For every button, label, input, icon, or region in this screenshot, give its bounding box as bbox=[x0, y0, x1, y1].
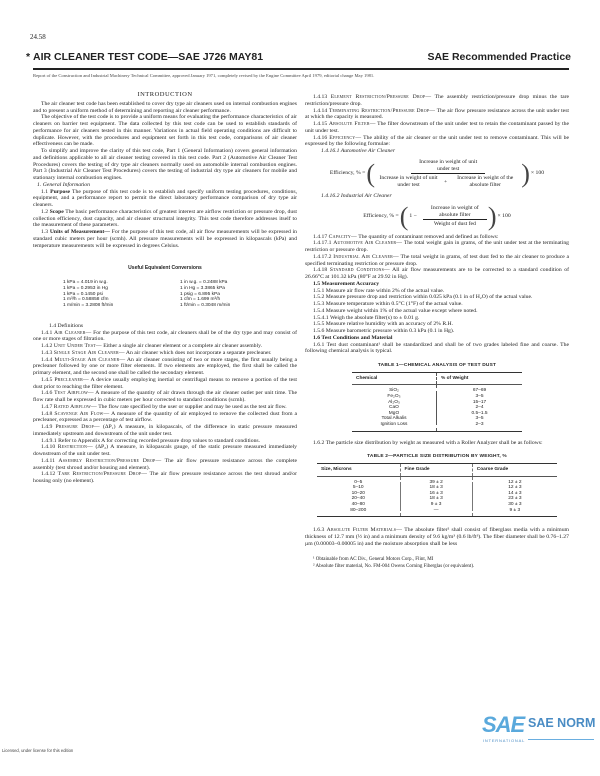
run-in-label: Capacity— bbox=[328, 233, 357, 240]
section-number: 1.4.15 bbox=[313, 121, 328, 127]
table-cell: 10–20 bbox=[317, 491, 400, 497]
efficiency-industrial-heading: 1.4.16.2 Industrial Air Cleaner bbox=[321, 192, 392, 199]
table-cell: 0–5 bbox=[317, 476, 400, 485]
table-row bbox=[317, 502, 557, 508]
table-cell: 18 ± 3 bbox=[400, 496, 472, 502]
table-cell: Al₂O₃ bbox=[352, 400, 436, 406]
line-item: 1 cfm = 1.699 m³/h bbox=[180, 297, 221, 303]
numerator: Increase in weight of unit under test bbox=[411, 159, 485, 175]
section-number: 1.5.4 bbox=[313, 307, 325, 314]
list bbox=[313, 557, 569, 570]
multiplier: × 100 bbox=[497, 213, 511, 220]
run-in-label: Pressure Drop— bbox=[55, 424, 100, 431]
table-cell: 16 ± 3 bbox=[400, 491, 472, 497]
run-in-label: Test Airflow— bbox=[54, 390, 94, 397]
efficiency-automotive-heading: 1.4.16.1 Automotive Air Cleaner bbox=[321, 148, 396, 154]
chemical-analysis-table bbox=[352, 372, 522, 432]
definitions-heading: 1.4 Definitions bbox=[49, 322, 84, 329]
paragraph-block bbox=[305, 440, 569, 447]
paragraph bbox=[33, 390, 297, 404]
table-cell: 9 ± 3 bbox=[509, 507, 521, 513]
section-number: 1.4.11 bbox=[41, 457, 56, 464]
paragraph-text: The particle size distribution by weight as measured with a Roller Analyzer shall be as follows: bbox=[325, 439, 543, 446]
paragraph bbox=[305, 94, 569, 108]
denominator: Weight of dust fed bbox=[433, 221, 476, 228]
run-in-label: Rated Airflow— bbox=[53, 403, 97, 410]
section-number: 1.4.16 bbox=[313, 134, 328, 141]
line-item: 1 m/min = 3.2808 ft/min bbox=[63, 303, 114, 309]
list bbox=[33, 189, 297, 250]
line-item: 1 m³/h = 0.58858 cfm bbox=[63, 297, 109, 303]
paragraph-text: An air cleaner which does not incorporate a separate precleaner. bbox=[125, 349, 272, 356]
paragraph-text: (ΔP₁) A measure, in kilopascals, of the difference in static pressure measured immediately upstream and downstream of the unit under test. bbox=[33, 424, 298, 437]
column-header: Fine Grade bbox=[400, 464, 472, 477]
paren-left: ( bbox=[399, 201, 409, 231]
table-cell: 67–69 bbox=[472, 388, 487, 394]
paragraph-text: (ΔP₂) A measure, in kilopascals gauge, of the static pressure measured immediately downstream of the unit under test. bbox=[33, 444, 298, 458]
paragraph-text: Weigh the absolute filter(s) to ± 0.01 g. bbox=[329, 314, 420, 321]
table-row bbox=[352, 385, 522, 394]
paragraph-text: The air flow pressure resistance across the unit under test at which the capacity is measured. bbox=[305, 107, 570, 121]
table-cell: MgO bbox=[352, 411, 436, 417]
table-cell: 18 ± 3 bbox=[400, 485, 472, 491]
run-in-label: Units of Measurement— bbox=[49, 229, 110, 235]
paragraph-text: All air flow measurements are to be corrected to a standard condition of 26.66°C at 101.32 kPa (80°F at 29.92 in Hg). bbox=[305, 267, 570, 280]
run-in-label: Purpose bbox=[50, 188, 71, 195]
paragraph-text: The absolute filter² shall consist of fiberglass media with a minimum thickness of 12.7 mm (½ in) and a minimum density of 9.6 kg/m³ (0.6 lb/ft³). The fiber diameter shall be 0.76–1.27 µm (0.00003–0.00005 in) and the moisture absorption shall be less bbox=[305, 527, 569, 547]
document-title bbox=[26, 51, 263, 63]
paragraph bbox=[305, 328, 569, 335]
run-in-label: Scope bbox=[49, 208, 64, 215]
table-cell: 15–17 bbox=[472, 399, 487, 405]
table1-title: TABLE 1—CHEMICAL ANALYSIS OF TEST DUST bbox=[377, 363, 497, 368]
list bbox=[305, 94, 569, 148]
paren-right: ) bbox=[487, 201, 497, 231]
paragraph bbox=[305, 121, 569, 135]
paragraph-text: The flow rate specified by the user or supplier and may be used as the test air flow. bbox=[98, 403, 287, 410]
table-row bbox=[317, 508, 557, 517]
table-cell: CaO bbox=[352, 405, 436, 411]
section-number: 1.4.13 bbox=[313, 94, 328, 100]
section-number: 1.4.17.1 bbox=[313, 240, 332, 247]
footnotes bbox=[305, 557, 569, 570]
paragraph-text: The air flow pressure resistance across the complete assembly (test shroud and/or housing and element). bbox=[33, 457, 297, 471]
formula-lhs: Efficiency, % = bbox=[363, 213, 399, 220]
paragraph-text: Measure pressure drop and restriction within 0.025 kPa (0.1 in of H₂O) of the actual value. bbox=[325, 294, 533, 301]
table-cell: 23 ± 3 bbox=[508, 496, 522, 502]
paragraph-text: A measure of the quantity of air drawn through the air cleaner outlet per unit time. The flow rate shall be expressed in cubic meters per hour corrected to standard conditions (scmh). bbox=[33, 390, 298, 404]
section-number: 1.1 bbox=[41, 188, 49, 195]
list bbox=[180, 280, 297, 309]
section-heading: 1. General Information bbox=[37, 181, 90, 188]
column-header: Coarse Grade bbox=[472, 464, 557, 477]
paragraph-text: Either a single air cleaner element or a complete air cleaner assembly. bbox=[103, 343, 263, 350]
section-number: 1.4.12 bbox=[41, 471, 56, 478]
line-item: 1 in w.g. = 0.2488 kPa bbox=[180, 280, 228, 285]
paragraph bbox=[33, 357, 297, 377]
page-number: 24.58 bbox=[30, 33, 46, 41]
column-header: Size, Microns bbox=[317, 464, 400, 477]
section-number: 1.6.2 bbox=[313, 439, 325, 446]
section-number: 1.5.4.1 bbox=[313, 314, 329, 321]
logo-norm: SAE NORM bbox=[528, 716, 596, 730]
line-item: 1 kPa = 0.1450 psi bbox=[63, 291, 103, 297]
table-cell: 40–80 bbox=[317, 502, 400, 508]
table-cell: 9 ± 3 bbox=[400, 502, 472, 508]
run-in-label: Industrial Air Cleaner— bbox=[333, 253, 399, 260]
paragraph: To simplify and improve the clarity of this test code, Part 1 (General Information) covers general information and definitions applicable to all air cleaner testing covered in this test code. Part 2 (Automotive Air Cleaner Test Procedures) covers the testing of dry type air cleaners normally used on automobile internal combustion engines. Part 3 (Industrial Air Cleaner Test Procedures) covers the testing of industrial dry type air cleaners for mobile and stationary internal combustion engines. bbox=[33, 148, 297, 181]
run-in-label: Tare Restriction/Pressure Drop— bbox=[57, 471, 148, 478]
section-number: 1.4.14 bbox=[313, 107, 328, 114]
paragraph bbox=[33, 189, 297, 209]
paragraph bbox=[33, 424, 297, 438]
paragraph bbox=[33, 343, 297, 350]
paragraph bbox=[33, 458, 297, 472]
paragraph bbox=[33, 471, 297, 485]
section-number: 1.5.2 bbox=[313, 294, 325, 301]
paragraph-text: Refer to Appendix A for correcting recorded pressure drop values to standard conditions. bbox=[58, 437, 261, 444]
section-number: 1.4.6 bbox=[41, 390, 53, 397]
paragraph-text: The purpose of this test code is to establish and specify uniform testing procedures, conditions, equipment, and a performance report to permit the direct laboratory performance comparison of dry type air cleaners. bbox=[33, 188, 297, 208]
table2-title: TABLE 2—PARTICLE SIZE DISTRIBUTION BY WEIGHT, % bbox=[367, 454, 507, 460]
conversions-title: Useful Equivalent Conversions bbox=[128, 265, 202, 272]
section-number: 1.5.6 bbox=[313, 328, 325, 334]
list bbox=[63, 280, 180, 309]
section-number: 1.5.5 bbox=[313, 321, 325, 328]
table-cell: Fe₂O₃ bbox=[352, 394, 436, 400]
paragraph bbox=[33, 404, 297, 411]
logo-international: INTERNATIONAL bbox=[483, 738, 526, 743]
section-number: 1.4.3 bbox=[41, 349, 53, 356]
table-row bbox=[317, 485, 557, 491]
denominator-a: Increase in weight of unit under test bbox=[379, 175, 438, 188]
run-in-label: Standard Conditions— bbox=[329, 267, 390, 274]
paragraph bbox=[305, 440, 569, 447]
run-in-label: Assembly Restriction/Pressure Drop— bbox=[58, 457, 162, 464]
run-in-label: Scavenge Air Flow— bbox=[54, 410, 110, 417]
paragraph-text: The air flow pressure resistance across the test shroud and/or housing only (no element). bbox=[33, 471, 297, 485]
section-number: 1.4.1 bbox=[41, 329, 53, 336]
paragraph-text: Measure weight within 1% of the actual value except where noted. bbox=[325, 307, 478, 314]
section-number: 1.4.18 bbox=[313, 267, 328, 274]
table-cell: 12 ± 3 bbox=[508, 485, 522, 491]
section-number: 1.4.9 bbox=[41, 424, 53, 431]
run-in-label: Multi-Stage Air Cleaner— bbox=[54, 356, 126, 363]
paragraph-text: Measure barometric pressure within 0.3 kPa (0.1 in Hg). bbox=[325, 328, 455, 334]
line-item: 1 in Hg = 3.3865 kPa bbox=[180, 285, 225, 291]
list bbox=[33, 101, 297, 182]
paragraph bbox=[33, 350, 297, 357]
paragraph-text: The total weight gain in grams, of the unit under test at the terminating restriction or pressure drop. bbox=[305, 240, 570, 253]
run-in-label: Unit Under Test— bbox=[53, 343, 102, 350]
table-cell: 39 ± 2 bbox=[400, 476, 472, 485]
paragraph: The objective of the test code is to provide a uniform means for evaluating the performance characteristics of air cleaners on barrier test equipment. The data collected by this test code can be used to establish standards of performance for air cleaners tested in this manner. Variations in actual field operating conditions are difficult to duplicate. However, with the procedures and equipment set forth in this test code, comparisons of air cleaner effectiveness can be made. bbox=[33, 114, 297, 148]
table-cell: Ignition Loss bbox=[352, 422, 436, 431]
header-row bbox=[352, 372, 522, 385]
paragraph bbox=[305, 267, 569, 281]
paragraph-text: Measure relative humidity with an accuracy of 2% R.H. bbox=[325, 321, 454, 328]
paragraph bbox=[33, 209, 297, 229]
accuracy-heading: 1.5 Measurement Accuracy bbox=[313, 280, 380, 287]
denominator-b: Increase in weight of the absolute filter bbox=[457, 175, 514, 188]
paragraph bbox=[305, 254, 569, 268]
paragraph bbox=[305, 321, 569, 328]
paragraph bbox=[305, 308, 569, 315]
paragraph-text: Measure temperature within 0.5°C (1°F) of the actual value. bbox=[325, 301, 463, 307]
table-cell: 12 ± 2 bbox=[508, 479, 522, 485]
paren-right: ) bbox=[521, 158, 530, 188]
section-number: 1.4.5 bbox=[41, 376, 53, 383]
paragraph bbox=[305, 240, 569, 254]
section-number: 1.4.2 bbox=[41, 343, 53, 350]
list bbox=[305, 288, 569, 335]
section-number: 1.6.3 bbox=[313, 527, 325, 534]
section-number: 1.4.4 bbox=[41, 356, 53, 363]
section-number: 1.4.10 bbox=[41, 444, 56, 451]
multiplier: × 100 bbox=[530, 170, 545, 177]
document-title-bar bbox=[26, 51, 571, 63]
license-note: Licensed, under license for this edition bbox=[2, 748, 74, 753]
run-in-label: Absolute Filter Materials— bbox=[326, 527, 403, 534]
run-in-label: Efficiency— bbox=[329, 134, 362, 141]
paragraph-text: The assembly restriction/pressure drop minus the tare restriction/pressure drop. bbox=[305, 94, 570, 107]
table-cell: 2–3 bbox=[475, 421, 484, 427]
title-text: AIR CLEANER TEST CODE—SAE J726 MAY81 bbox=[33, 51, 264, 63]
line-item: 1 ft/min = 0.3048 m/min bbox=[180, 303, 231, 309]
run-in-label: Absolute Filter— bbox=[328, 121, 376, 127]
paragraph-text: The ability of the air cleaner or the unit under test to remove contaminant. This will be expressed by the following formulae: bbox=[305, 134, 570, 148]
plus-sign: + bbox=[444, 178, 448, 185]
table-cell: 30 ± 3 bbox=[508, 501, 522, 507]
table-cell: 14 ± 3 bbox=[508, 490, 522, 496]
run-in-label: Restriction— bbox=[57, 444, 93, 451]
paragraph-block bbox=[305, 342, 569, 356]
paragraph bbox=[33, 411, 297, 425]
section-number: 1.2 bbox=[41, 208, 49, 215]
left-column bbox=[33, 92, 297, 485]
column-header: Chemical bbox=[352, 372, 436, 385]
list bbox=[33, 330, 297, 485]
section-number: 1.5.3 bbox=[313, 301, 325, 307]
list bbox=[305, 234, 569, 281]
table-row bbox=[317, 476, 557, 485]
title-rule bbox=[33, 68, 569, 70]
paragraph-text: Test dust contaminant¹ shall be standardized and shall be of two grades labeled fine and coarse. The following chemical analysis is typical. bbox=[305, 341, 570, 355]
table-cell: 5–10 bbox=[317, 485, 400, 491]
run-in-label: Element Restriction/Pressure Drop— bbox=[330, 94, 432, 100]
paragraph-text: A measure of the quantity of air employed to remove the collected dust from a precleaner, expressed as a percentage of test airflow. bbox=[33, 410, 298, 424]
run-in-label: Precleaner— bbox=[54, 376, 89, 383]
paragraph-text: For the purpose of this test code, all air flow measurements will be expressed in standard cubic meters per hour (scmh). All pressure measurements will be expressed in kilopascals (kPa) and temperature measurements will be expressed in degrees Celsius. bbox=[33, 229, 298, 249]
paragraph-block bbox=[305, 527, 569, 547]
line-item: ² Absolute filter material, No. FM-004 Owens Corning Fiberglas (or equivalent). bbox=[313, 563, 475, 569]
paragraph bbox=[33, 229, 297, 249]
right-column bbox=[305, 94, 569, 570]
table-cell: 3–5 bbox=[475, 416, 484, 422]
paragraph bbox=[305, 301, 569, 308]
one-minus: 1 − bbox=[409, 213, 417, 220]
paragraph bbox=[33, 377, 297, 391]
run-in-label: Automotive Air Cleaner— bbox=[333, 240, 403, 247]
run-in-label: Single Stage Air Cleaner— bbox=[53, 349, 125, 356]
numerator: Increase in weight of absolute filter bbox=[423, 205, 487, 221]
paragraph bbox=[305, 342, 569, 356]
particle-size-table bbox=[317, 463, 557, 517]
logo-sae: SAE bbox=[482, 712, 525, 737]
table-cell: 80–200 bbox=[317, 508, 400, 517]
sae-norm-logo bbox=[482, 712, 597, 760]
line-item: ¹ Obtainable from AC Div., General Motors Corp., Flint, MI bbox=[313, 557, 434, 563]
section-number: 1.4.9.1 bbox=[41, 437, 57, 444]
header-row bbox=[317, 464, 557, 477]
revision-marker: * bbox=[26, 51, 31, 63]
line-item: 1 kPa = 0.2953 in Hg bbox=[63, 285, 108, 291]
table-cell: Total Alkalis bbox=[352, 416, 436, 422]
paren-left: ( bbox=[366, 158, 376, 188]
formula-lhs: Efficiency, % = bbox=[329, 170, 366, 177]
efficiency-formula-automotive bbox=[305, 159, 569, 189]
table-cell: 20–40 bbox=[317, 496, 400, 502]
section-number: 1.4.17.2 bbox=[313, 253, 332, 260]
section-number: 1.4.17 bbox=[313, 233, 328, 240]
table-cell: 0.5–1.5 bbox=[471, 410, 488, 416]
section-number: 1.4.7 bbox=[41, 403, 53, 410]
paragraph-text: The filter downstream of the unit under test to retain the contaminant passed by the unit under test. bbox=[305, 121, 570, 134]
report-note: Report of the Construction and Industrial Machinery Technical Committee, approved January 1971, completely revised by the Engine Committee April 1979, editorial change May 1981. bbox=[33, 73, 375, 78]
table-cell: — bbox=[400, 508, 472, 517]
paragraph bbox=[305, 294, 569, 301]
paragraph bbox=[305, 108, 569, 122]
line-item: 1 psig = 6.895 kPa bbox=[180, 291, 220, 297]
run-in-label: Air Cleaner— bbox=[54, 329, 92, 336]
section-number: 1.5.1 bbox=[313, 287, 325, 294]
section-number: 1.3 bbox=[41, 229, 49, 235]
paragraph-text: The basic performance characteristics of greatest interest are airflow restriction or pressure drop, dust collection efficiency, dust capacity, and air cleaner structural integrity. This test code therefore addresses itself to the measurement of these parameters. bbox=[33, 208, 297, 229]
paragraph-text: For the purpose of this test code, air cleaners shall be of the dry type and may consist of one or more stages of filtration. bbox=[33, 329, 298, 343]
paragraph bbox=[33, 330, 297, 344]
paragraph: The air cleaner test code has been established to cover dry type air cleaners used on internal combustion engines and to present a uniform method of determining and reporting air cleaner performance. bbox=[33, 100, 297, 114]
logo-divider bbox=[528, 739, 594, 740]
table-cell: SiO₂ bbox=[352, 385, 436, 394]
paragraph-text: The total weight in grams, of test dust fed to the air cleaner to produce a specified terminating restriction or pressure drop. bbox=[305, 253, 570, 267]
paragraph bbox=[305, 527, 569, 547]
paragraph bbox=[33, 444, 297, 458]
section-number: 1.4.8 bbox=[41, 410, 53, 417]
line-item: 1 kPa = 4.019 in w.g. bbox=[63, 280, 108, 285]
paragraph bbox=[305, 135, 569, 149]
fraction bbox=[376, 159, 520, 189]
document-type: SAE Recommended Practice bbox=[427, 51, 571, 63]
table-cell: 3–5 bbox=[475, 393, 484, 399]
fraction bbox=[423, 205, 487, 228]
paragraph-text: Measure air flow rate within 2% of the actual value. bbox=[325, 287, 445, 294]
column-header: % of Weight bbox=[436, 372, 522, 385]
conversions-table bbox=[33, 280, 297, 309]
efficiency-formula-industrial bbox=[305, 201, 569, 231]
table-row bbox=[352, 422, 522, 431]
section-number: 1.6.1 bbox=[313, 341, 325, 348]
run-in-label: Terminating Restriction/Pressure Drop— bbox=[328, 107, 436, 114]
paragraph-text: An air cleaner consisting of two or more stages, the first usually being a precleaner followed by one or more filter elements. If two elements are employed, the first shall be called the primary element, and the second one shall be called the secondary element. bbox=[33, 356, 298, 377]
introduction-heading: INTRODUCTION bbox=[137, 91, 193, 98]
table-cell: 2–4 bbox=[475, 405, 484, 411]
conditions-heading: 1.6 Test Conditions and Material bbox=[313, 334, 393, 341]
paragraph-text: The quantity of contaminant removed and defined as follows: bbox=[358, 233, 499, 240]
paragraph-text: A device usually employing inertial or centrifugal means to remove a portion of the test dust prior to reaching the filter element. bbox=[33, 376, 298, 390]
